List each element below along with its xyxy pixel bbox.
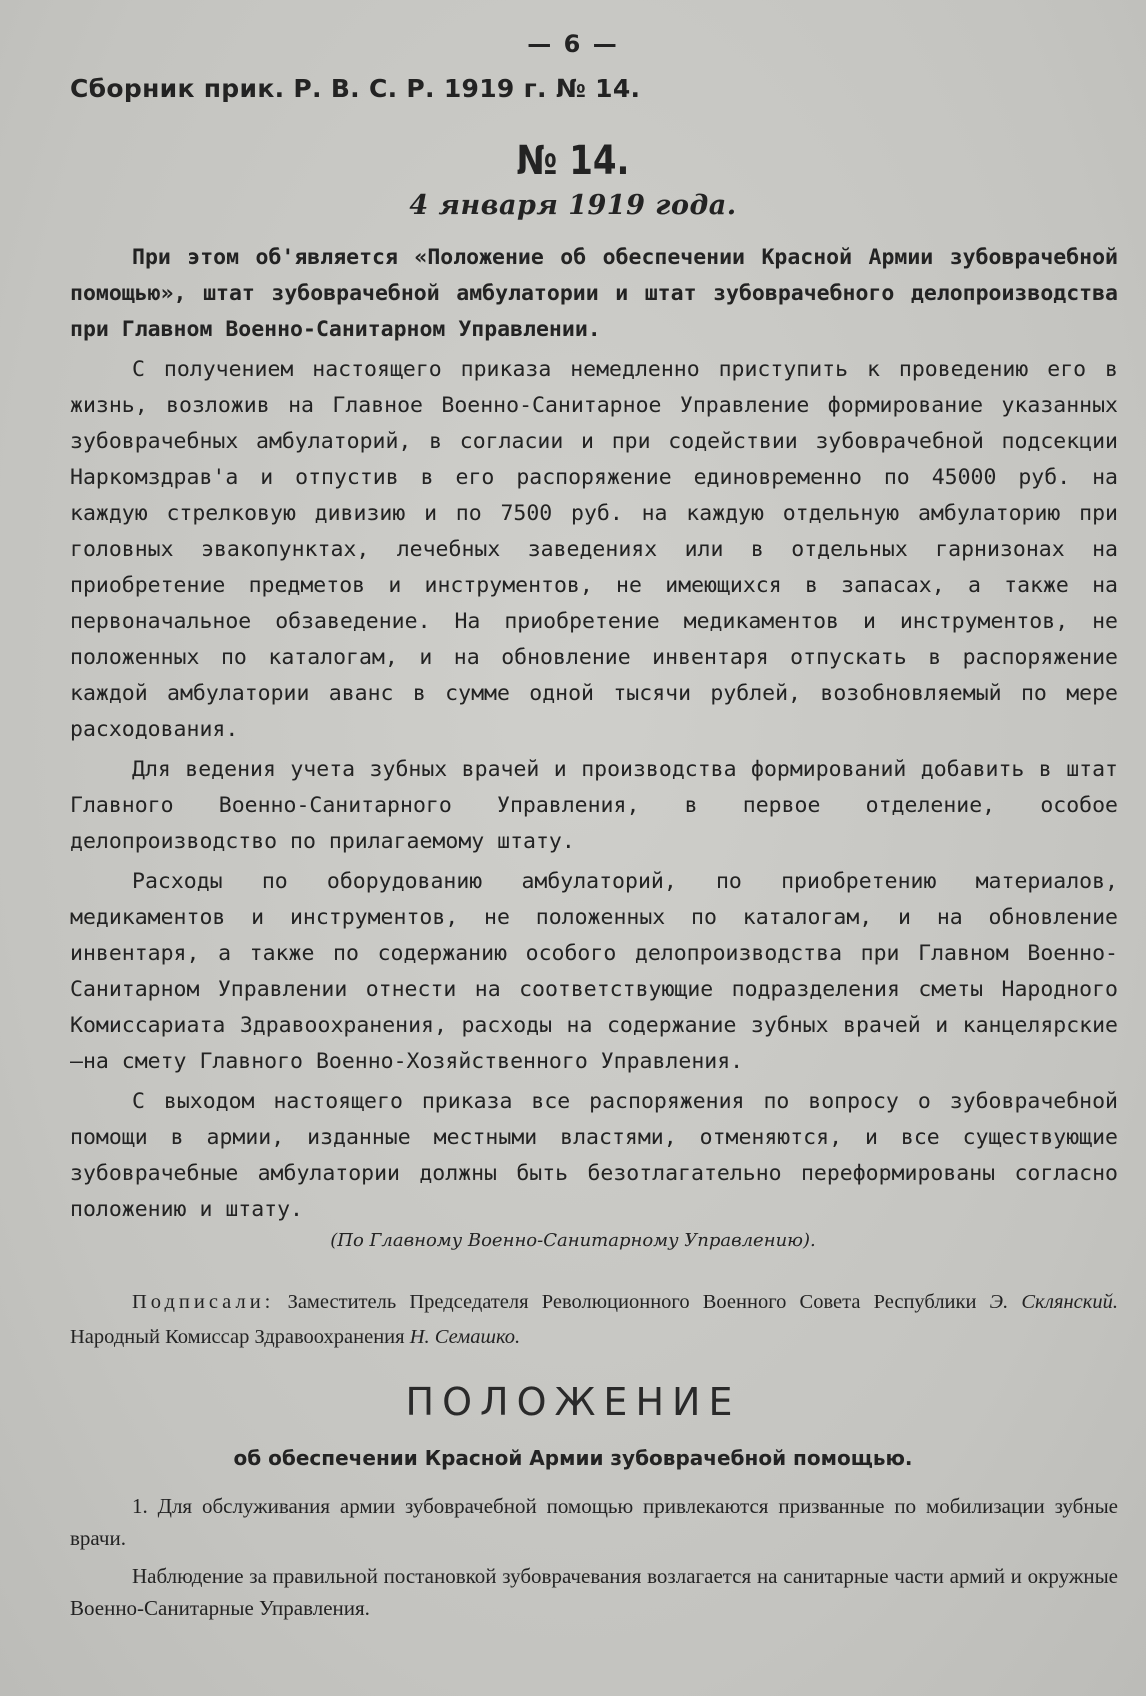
signatory-title-2: Народный Комиссар Здравоохранения: [70, 1326, 405, 1348]
attribution: (По Главному Военно-Санитарному Управлению).: [330, 1230, 816, 1251]
regulation-title: ПОЛОЖЕНИЕ: [405, 1380, 741, 1424]
regulation-subtitle: об обеспечении Красной Армии зубоврачебной помощью.: [233, 1446, 913, 1470]
paragraph: Для ведения учета зубных врачей и производства формирований добавить в штат Главного Военно-Санитарного Управления, в первое отделение, особое делопроизводство по прилагаемому штату.: [70, 757, 1118, 854]
signatures-block: [70, 1285, 1118, 1355]
signatures-label: Подписали:: [132, 1291, 275, 1313]
order-body: [70, 240, 1118, 1232]
regulation-clauses: [70, 1490, 1118, 1630]
signatory-name-1: Э. Склянский.: [989, 1291, 1118, 1313]
order-date: 4 января 1919 года.: [409, 190, 737, 221]
paragraph: С получением настоящего приказа немедленно приступить к проведению его в жизнь, возложив на Главное Военно-Санитарное Управление формирование указанных зубоврачебных амбулаторий, в согласии и при содействии зубоврачебной подсекции Наркомздрав'а и отпустив в его распоряжение единовременно по 45000 руб. на каждую стрелковую дивизию и по 7500 руб. на каждую отдельную амбулаторию при головных эвакопунктах, лечебных заведениях или в отдельных гарнизонах на приобретение предметов и инструментов, не имеющихся в запасах, а также на первоначальное обзаведение. На приобретение медикаментов и инструментов, не положенных по каталогам, и на обновление инвентаря отпускать в распоряжение каждой амбулатории аванс в сумме одной тысячи рублей, возобновляемый по мере расходования.: [70, 357, 1118, 742]
clause: 1. Для обслуживания армии зубоврачебной помощью привлекаются призванные по мобилизации зубные врачи.: [70, 1494, 1118, 1550]
page-number: — 6 —: [527, 30, 619, 58]
paragraph: При этом об'являетcя «Положение об обеспечении Красной Армии зубоврачебной помощью», штат зубоврачебной амбулатории и штат зубоврачебного делопроизводства при Главном Военно-Санитарном Управлении.: [70, 245, 1118, 342]
clause: Наблюдение за правильной постановкой зубоврачевания возлагается на санитарные части армий и окружные Военно-Санитарные Управления.: [70, 1564, 1118, 1620]
paragraph: С выходом настоящего приказа все распоряжения по вопросу о зубоврачебной помощи в армии, изданные местными властями, отменяются, и все существующие зубоврачебные амбулатории должны быть безотлагательно переформированы согласно положению и штату.: [70, 1089, 1118, 1222]
signatory-title-1: Заместитель Председателя Революционного Военного Совета Республики: [287, 1291, 977, 1313]
paragraph: Расходы по оборудованию амбулаторий, по приобретению материалов, медикаментов и инструментов, не положенных по каталогам, и на обновление инвентаря, а также по содержанию особого делопроизводства при Главном Военно-Санитарном Управлении отнести на соответствующие подразделения сметы Народного Комиссариата Здравоохранения, расходы на содержание зубных врачей и канцелярские—на смету Главного Военно-Хозяйственного Управления.: [70, 869, 1118, 1074]
order-number: № 14.: [516, 138, 630, 184]
running-head: Сборник прик. Р. В. С. Р. 1919 г. № 14.: [70, 74, 641, 103]
signatory-name-2: Н. Семашко.: [409, 1326, 521, 1348]
